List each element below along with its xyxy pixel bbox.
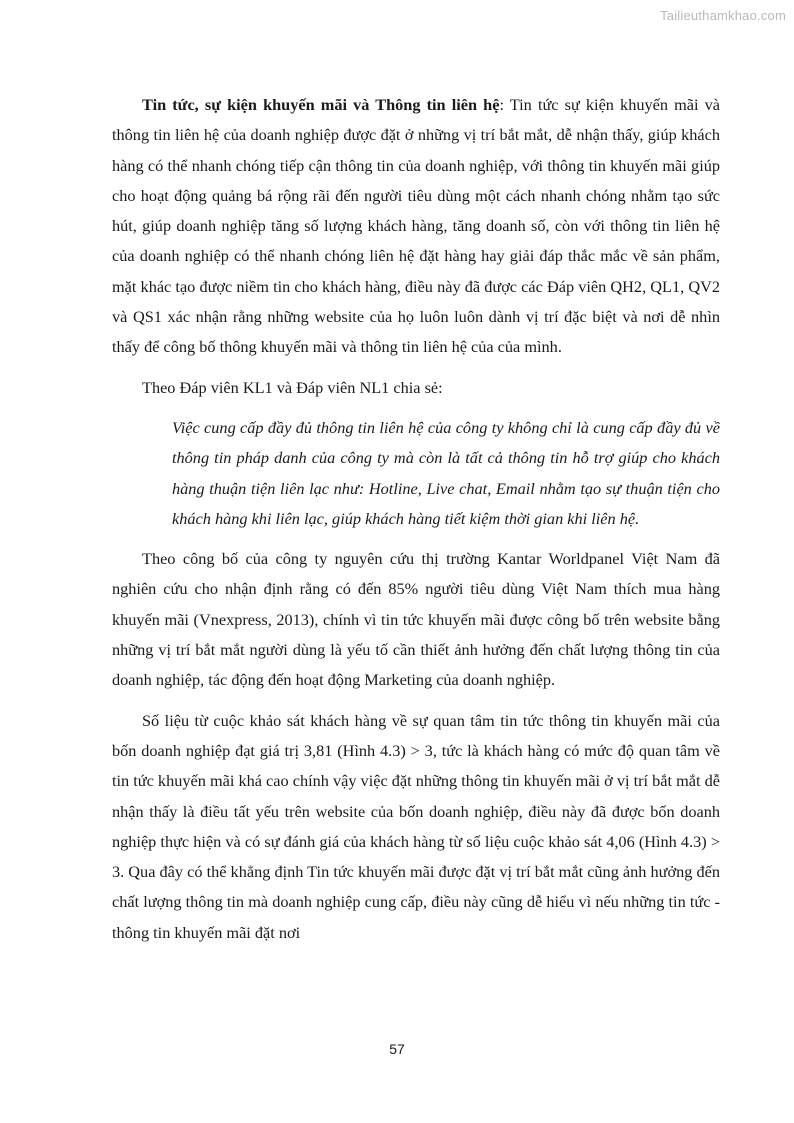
paragraph-kantar-study: Theo công bố của công ty nguyên cứu thị trường Kantar Worldpanel Việt Nam đã nghiên cứu cho nhận định rằng có đến 85% người tiêu dùng Việt Nam thích mua hàng khuyến mãi (Vnexpress, 2013), chính vì tin tức khuyến mãi được công bố trên website bằng những vị trí bắt mắt người dùng là yếu tố cần thiết ảnh hưởng đến chất lượng thông tin của doanh nghiệp, tác động đến hoạt động Marketing của doanh nghiệp. [112, 549, 720, 690]
page-number: 57 [389, 1041, 405, 1057]
paragraph-survey-results: Số liệu từ cuộc khảo sát khách hàng về sự quan tâm tin tức thông tin khuyến mãi của bốn doanh nghiệp đạt giá trị 3,81 (Hình 4.3) > 3, tức là khách hàng có mức độ quan tâm về tin tức khuyến mãi khá cao chính vậy việc đặt những thông tin khuyến mãi ở vị trí bắt mắt dễ nhận thấy là điều tất yếu trên website của bốn doanh nghiệp, điều này đã được bốn doanh nghiệp thực hiện và có sự đánh giá của khách hàng từ số liệu cuộc khảo sát 4,06 (Hình 4.3) > 3. Qua đây có thể khẳng định Tin tức khuyến mãi được đặt vị trí bắt mắt cũng ảnh hưởng đến chất lượng thông tin mà doanh nghiệp cung cấp, điều này cũng dễ hiểu vì nếu những tin tức - thông tin khuyến mãi đặt nơi [112, 710, 720, 942]
paragraph-heading: Tin tức, sự kiện khuyến mãi và Thông tin liên hệ [142, 95, 500, 114]
watermark: Tailieuthamkhao.com [660, 8, 786, 23]
block-quote: Việc cung cấp đầy đủ thông tin liên hệ của công ty không chỉ là cung cấp đầy đủ về thông tin pháp danh của công ty mà còn là tất cả thông tin hỗ trợ giúp cho khách hàng thuận tiện liên lạc như: Hotline, Live chat, Email nhằm tạo sự thuận tiện cho khách hàng khi liên lạc, giúp khách hàng tiết kiệm thời gian khi liên hệ. [172, 417, 720, 528]
paragraph-respondents-intro: Theo Đáp viên KL1 và Đáp viên NL1 chia sẻ: [142, 377, 443, 397]
paragraph-text: : Tin tức sự kiện khuyến mãi và thông tin liên hệ của doanh nghiệp được đặt ở những vị trí bắt mắt, dễ nhận thấy, giúp khách hàng có thể nhanh chóng tiếp cận thông tin của doanh nghiệp, với thông tin khuyến mãi giúp cho hoạt động quảng bá rộng rãi đến người tiêu dùng một cách nhanh chóng nhằm tạo sức hút, giúp doanh nghiệp tăng số lượng khách hàng, tăng doanh số, còn với thông tin liên hệ của doanh nghiệp có thể nhanh chóng liên hệ đặt hàng hay giải đáp thắc mắc về sản phẩm, mặt khác tạo được niềm tin cho khách hàng, điều này đã được các Đáp viên QH2, QL1, QV2 và QS1 xác nhận rằng những website của họ luôn luôn dành vị trí đặc biệt và nơi dễ nhìn thấy để công bố thông khuyến mãi và thông tin liên hệ của của mình. [112, 95, 720, 357]
page-body [112, 90, 720, 948]
paragraph-promotions-contact [112, 90, 720, 363]
